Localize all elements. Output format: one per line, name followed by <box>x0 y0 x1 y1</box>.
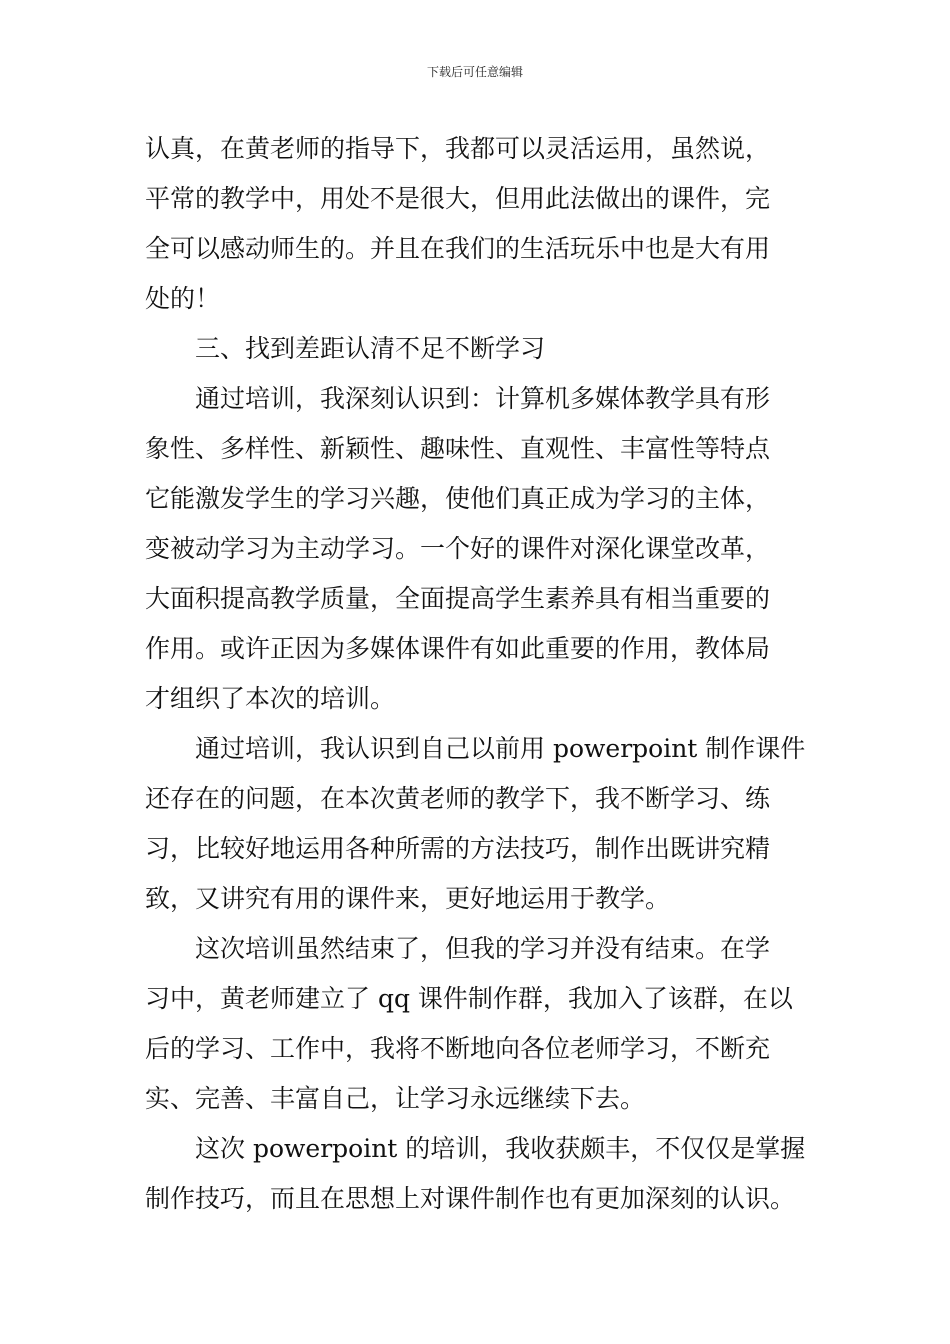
document-body <box>145 124 807 1224</box>
text-line: 习，比较好地运用各种所需的方法技巧，制作出既讲究精 <box>145 834 771 863</box>
text-line: 全可以感动师生的。并且在我们的生活玩乐中也是大有用 <box>145 234 771 263</box>
text-line: 通过培训，我深刻认识到：计算机多媒体教学具有形 <box>145 384 771 413</box>
text-line: 它能激发学生的学习兴趣，使他们真正成为学习的主体， <box>145 484 771 513</box>
text-line: 大面积提高教学质量，全面提高学生素养具有相当重要的 <box>145 584 771 613</box>
text-line: 变被动学习为主动学习。一个好的课件对深化课堂改革， <box>145 534 771 563</box>
text-line: 这次 powerpoint 的培训，我收获颇丰，不仅仅是掌握 <box>145 1134 806 1163</box>
section-heading: 三、找到差距认清不足不断学习 <box>145 334 546 363</box>
text-line: 才组织了本次的培训。 <box>145 684 396 713</box>
text-line: 制作技巧，而且在思想上对课件制作也有更加深刻的认识。 <box>145 1184 796 1213</box>
text-line: 实、完善、丰富自己，让学习永远继续下去。 <box>145 1084 646 1113</box>
text-line: 认真，在黄老师的指导下，我都可以灵活运用，虽然说， <box>145 134 771 163</box>
page-header: 下载后可任意编辑 <box>426 65 523 79</box>
text-line: 通过培训，我认识到自己以前用 powerpoint 制作课件 <box>145 734 806 763</box>
text-line: 平常的教学中，用处不是很大，但用此法做出的课件，完 <box>145 184 771 213</box>
text-line: 后的学习、工作中，我将不断地向各位老师学习，不断充 <box>145 1034 771 1063</box>
text-line: 习中，黄老师建立了 qq 课件制作群，我加入了该群，在以 <box>145 984 793 1013</box>
text-line: 作用。或许正因为多媒体课件有如此重要的作用，教体局 <box>145 634 771 663</box>
text-line: 处的！ <box>145 284 221 313</box>
text-line: 致，又讲究有用的课件来，更好地运用于教学。 <box>145 884 671 913</box>
text-line: 还存在的问题，在本次黄老师的教学下，我不断学习、练 <box>145 784 771 813</box>
text-line: 象性、多样性、新颖性、趣味性、直观性、丰富性等特点 <box>145 434 771 463</box>
text-line: 这次培训虽然结束了，但我的学习并没有结束。在学 <box>145 934 771 963</box>
